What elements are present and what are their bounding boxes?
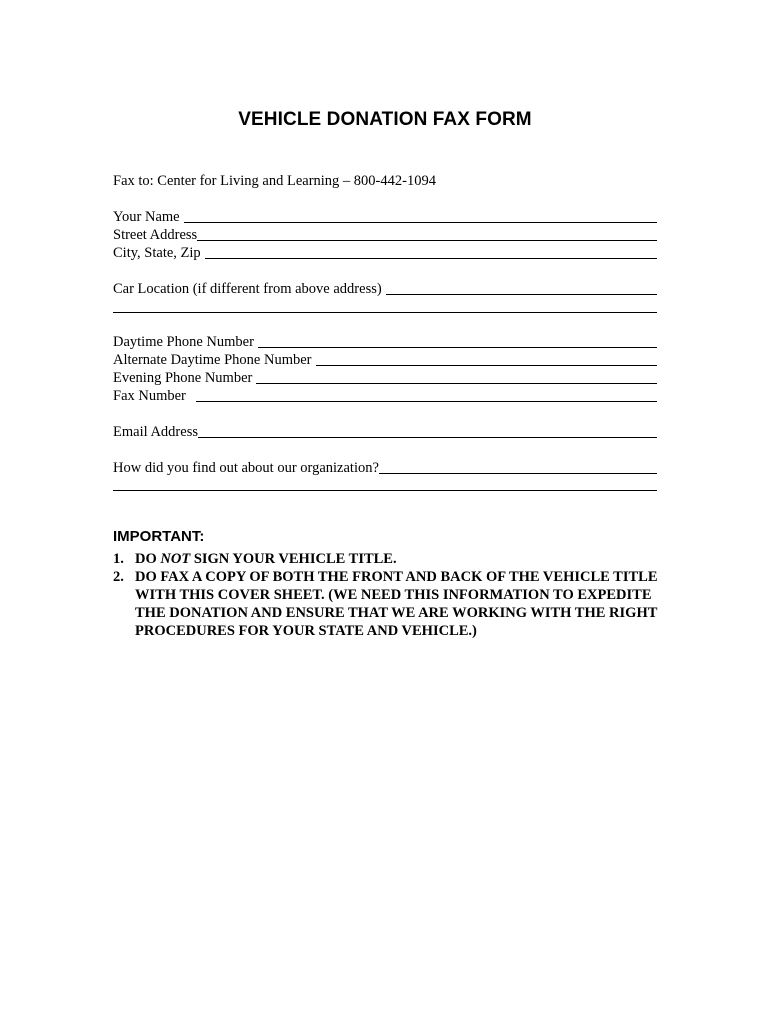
street-address-label: Street Address [113,227,198,243]
daytime-phone-label: Daytime Phone Number [113,334,254,350]
city-state-zip-blank[interactable] [205,244,657,259]
item-number: 1. [113,551,124,567]
your-name-field[interactable] [113,208,657,226]
daytime-phone-field[interactable] [113,333,657,351]
email-address-blank[interactable] [198,423,657,438]
how-found-extra-line[interactable] [113,490,657,491]
street-address-blank[interactable] [197,226,657,241]
important-item-2 [113,568,673,640]
item-1-emphasis: NOT [160,551,191,567]
evening-phone-blank[interactable] [256,369,657,384]
city-state-zip-label: City, State, Zip [113,245,201,261]
email-address-label: Email Address [113,424,198,440]
alternate-daytime-phone-label: Alternate Daytime Phone Number [113,352,312,368]
item-1-prefix: DO [135,551,161,567]
daytime-phone-blank[interactable] [258,333,657,348]
your-name-blank[interactable] [184,208,657,223]
item-1-suffix: SIGN YOUR VEHICLE TITLE. [190,551,397,567]
how-found-field[interactable] [113,459,657,477]
car-location-label: Car Location (if different from above address) [113,281,382,297]
fax-number-field[interactable] [113,387,657,405]
alternate-daytime-phone-blank[interactable] [316,351,657,366]
how-found-label: How did you find out about our organization? [113,460,379,476]
fax-number-label: Fax Number [113,388,186,404]
item-number: 2. [113,569,124,585]
evening-phone-field[interactable] [113,369,657,387]
car-location-blank[interactable] [386,280,657,295]
email-address-field[interactable] [113,423,657,441]
form-title: VEHICLE DONATION FAX FORM [238,109,532,130]
car-location-field[interactable] [113,280,657,298]
important-list [113,550,673,640]
how-found-blank[interactable] [379,459,657,474]
item-2-text: DO FAX A COPY OF BOTH THE FRONT AND BACK OF THE VEHICLE TITLE WITH THIS COVER SHEET. (WE NEED THIS INFORMATION TO EXPEDITE THE DONATION AND ENSURE THAT WE ARE WORKING WITH THE RIGHT PROCEDURES FOR YOUR STATE AND VEHICLE.) [135,569,658,639]
car-location-extra-line[interactable] [113,312,657,313]
city-state-zip-field[interactable] [113,244,657,262]
fax-to-line: Fax to: Center for Living and Learning – 800-442-1094 [113,173,436,189]
fax-number-blank[interactable] [196,387,657,402]
important-item-1 [113,550,673,568]
your-name-label: Your Name [113,209,180,225]
street-address-field[interactable] [113,226,657,244]
evening-phone-label: Evening Phone Number [113,370,253,386]
important-heading: IMPORTANT: [113,528,205,545]
alternate-daytime-phone-field[interactable] [113,351,657,369]
